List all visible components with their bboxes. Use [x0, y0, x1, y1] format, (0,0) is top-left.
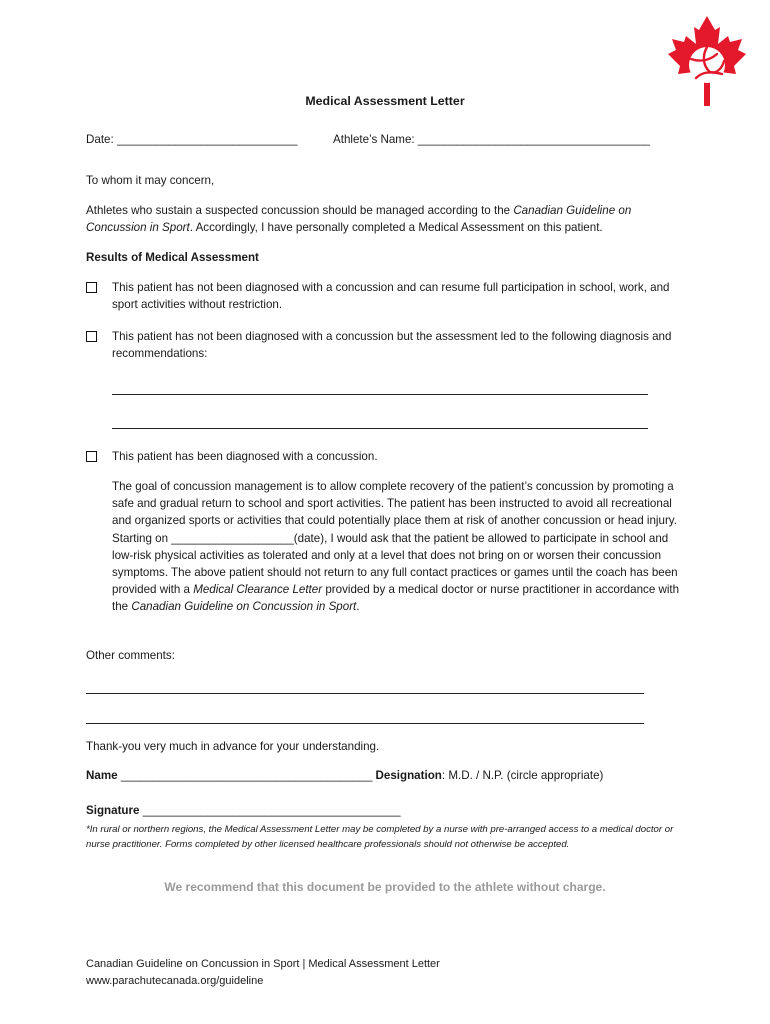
checkbox-diagnosed[interactable]: [86, 451, 97, 462]
results-heading: Results of Medical Assessment: [86, 251, 259, 264]
goal-paragraph: The goal of concussion management is to allow complete recovery of the patient’s concussion by promoting a safe and gradual return to school and sport activities. The patient has been instructed to avoid all recreational and organized sports or activities that could potentially place them at risk of another concussion or head injury. Starting on ___________________(date), I would ask that the patient be allowed to participate in school and low-risk physical activities as tolerated and only at a level that does not bring on or worsen their concussion symptoms. The above patient should not return to any full contact practices or games until the coach has been provided with a Medical Clearance Letter provided by a medical doctor or nurse practitioner in accordance with the Canadian Guideline on Concussion in Sport.: [112, 480, 680, 614]
athlete-name-label: Athlete’s Name:: [333, 133, 415, 146]
comments-line-2[interactable]: [86, 723, 644, 724]
other-comments-label: Other comments:: [86, 649, 175, 662]
signature-label: Signature: [86, 804, 140, 817]
option-diagnosed: This patient has been diagnosed with a concussion.: [112, 450, 378, 463]
salutation: To whom it may concern,: [86, 174, 215, 187]
athlete-name-blank[interactable]: ____________________________________: [417, 133, 650, 146]
footer: [86, 956, 440, 990]
designation-value[interactable]: : M.D. / N.P. (circle appropriate): [441, 769, 604, 782]
recommendation-text: We recommend that this document be provided to the athlete without charge.: [164, 880, 606, 894]
date-label: Date:: [86, 133, 114, 146]
diagnosis-line-2[interactable]: [112, 428, 648, 429]
comments-line-1[interactable]: [86, 693, 644, 694]
option-not-diagnosed-resume: This patient has not been diagnosed with a concussion and can resume full participation in school, work, and sport activities without restriction.: [112, 281, 670, 312]
volleyball-icon: [689, 47, 725, 83]
regional-note: *In rural or northern regions, the Medical Assessment Letter may be completed by a nurse with pre-arranged access to a medical doctor or nurse practitioner. Forms completed by other licensed healthcare professionals should not otherwise be accepted.: [86, 824, 674, 850]
designation-label: Designation: [375, 769, 442, 782]
footer-title: Canadian Guideline on Concussion in Sport | Medical Assessment Letter: [86, 958, 440, 970]
diagnosis-line-1[interactable]: [112, 394, 648, 395]
name-designation-row: [86, 767, 603, 784]
footer-url[interactable]: www.parachutecanada.org/guideline: [86, 975, 264, 987]
option-not-diagnosed-other: This patient has not been diagnosed with a concussion but the assessment led to the following diagnosis and recommendations:: [112, 330, 672, 361]
athlete-name-field: [333, 131, 650, 148]
page-title: Medical Assessment Letter: [305, 94, 465, 108]
date-field: [86, 131, 298, 148]
checkbox-not-diagnosed-resume[interactable]: [86, 282, 97, 293]
name-blank[interactable]: _______________________________________: [120, 769, 373, 782]
guideline-title: Canadian Guideline on Concussion in Sport: [86, 204, 632, 235]
guideline-title-2: Canadian Guideline on Concussion in Sport: [131, 600, 357, 614]
date-blank[interactable]: ____________________________: [116, 133, 298, 146]
checkbox-not-diagnosed-other[interactable]: [86, 331, 97, 342]
signature-row: [86, 802, 401, 819]
name-label: Name: [86, 769, 118, 782]
intro-paragraph: Athletes who sustain a suspected concussion should be managed according to the Canadian Guideline on Concussion in Sport. Accordingly, I have personally completed a Medical Assessment on this patient.: [86, 204, 632, 235]
thanks-text: Thank-you very much in advance for your understanding.: [86, 740, 380, 753]
signature-blank[interactable]: ________________________________________: [142, 804, 401, 817]
medical-clearance-title: Medical Clearance Letter: [193, 583, 323, 597]
